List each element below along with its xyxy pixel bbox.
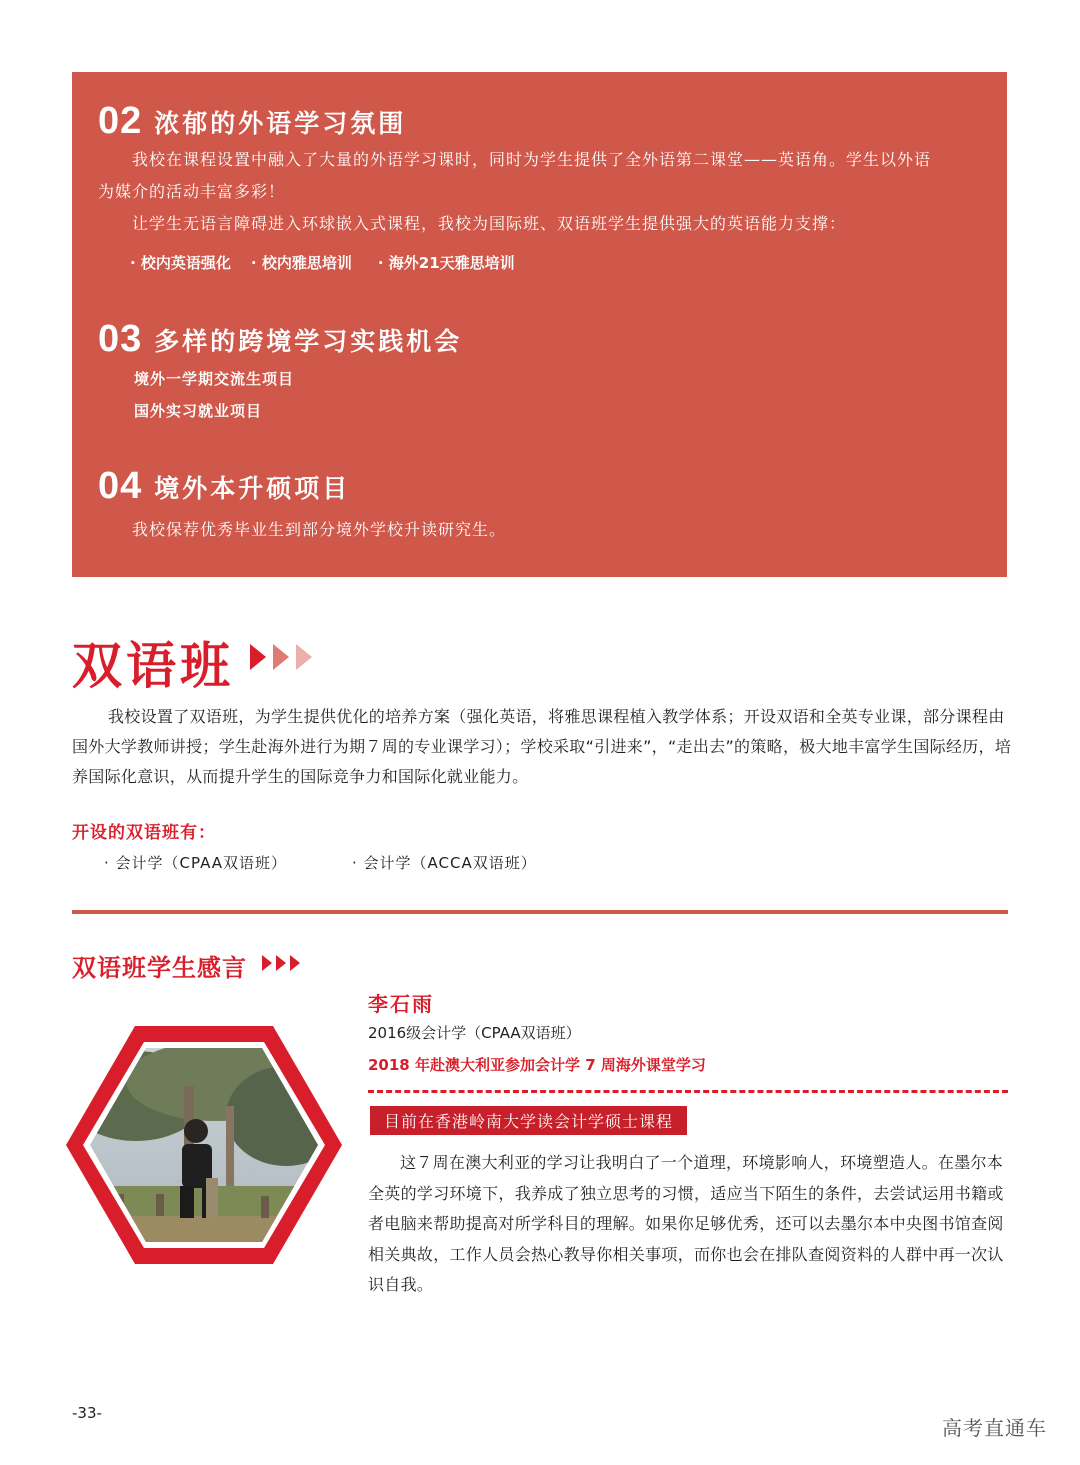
student-trip: 2018 年赴澳大利亚参加会计学 7 周海外课堂学习 [368, 1056, 706, 1074]
section-title: 多样的跨境学习实践机会 [154, 326, 463, 356]
section-04-heading [98, 465, 350, 508]
paragraph-line: 为媒介的活动丰富多彩！ [98, 182, 286, 201]
class-item: · 会计学（ACCA双语班） [352, 854, 537, 872]
section-04-text: 我校保荐优秀毕业生到部分境外学校升读研究生。 [132, 520, 507, 539]
section-03-item: 境外一学期交流生项目 [134, 370, 295, 388]
feedback-title: 双语班学生感言 [72, 954, 247, 982]
page-number: -33- [72, 1404, 102, 1422]
arrow-icon [273, 644, 289, 670]
section-title: 浓郁的外语学习氛围 [154, 108, 407, 138]
arrow-icon [250, 644, 266, 670]
section-02-heading [98, 100, 406, 143]
student-photo [66, 1026, 342, 1264]
bilingual-intro: 我校设置了双语班，为学生提供优化的培养方案（强化英语，将雅思课程植入教学体系；开设双语和全英专业课，部分课程由国外大学教师讲授；学生赴海外进行为期７周的专业课学习）；学校采取“引进来”，“走出去”的策略，极大地丰富学生国际经历，培养国际化意识，从而提升学生的国际竞争力和国际化就业能力。 [72, 707, 1012, 786]
bullet-item: · 校内英语强化 [130, 254, 231, 272]
arrow-icon [290, 955, 300, 971]
arrow-icon [296, 644, 312, 670]
bilingual-title: 双语班 [72, 637, 234, 695]
bullet-item: · 校内雅思培训 [250, 254, 352, 272]
dashed-divider [368, 1090, 1008, 1093]
section-number: 03 [98, 318, 143, 360]
section-03-item: 国外实习就业项目 [134, 402, 263, 420]
bullet-item: · 海外21天雅思培训 [377, 254, 515, 272]
student-name: 李石雨 [368, 992, 434, 1016]
section-03-heading [98, 318, 462, 361]
info-panel [72, 72, 1007, 577]
arrow-icon [276, 955, 286, 971]
class-item: · 会计学（CPAA双语班） [104, 854, 288, 872]
student-quote: 这７周在澳大利亚的学习让我明白了一个道理，环境影响人，环境塑造人。在墨尔本全英的学习环境下，我养成了独立思考的习惯，适应当下陌生的条件，去尝试运用书籍或者电脑来帮助提高对所学科目的理解。如果你足够优秀，还可以去墨尔本中央图书馆查阅相关典故，工作人员会热心教导你相关事项，而你也会在排队查阅资料的人群中再一次认识自我。 [368, 1153, 1004, 1294]
open-classes-title: 开设的双语班有： [72, 823, 216, 843]
section-02-paragraph-1 [98, 144, 998, 208]
section-title: 境外本升硕项目 [154, 473, 351, 503]
paragraph-line: 我校在课程设置中融入了大量的外语学习课时，同时为学生提供了全外语第二课堂——英语角。学生以外语 [132, 150, 932, 169]
current-status-label: 目前在香港岭南大学读会计学硕士课程 [370, 1106, 687, 1135]
section-02-paragraph-2: 让学生无语言障碍进入环球嵌入式课程，我校为国际班、双语班学生提供强大的英语能力支撑： [132, 214, 847, 233]
section-number: 04 [98, 465, 143, 507]
section-number: 02 [98, 100, 143, 142]
student-class: 2016级会计学（CPAA双语班） [368, 1024, 581, 1042]
section-02-bullets [130, 252, 515, 273]
arrow-icon [262, 955, 272, 971]
divider [72, 910, 1008, 914]
watermark: 高考直通车 [942, 1416, 1047, 1440]
